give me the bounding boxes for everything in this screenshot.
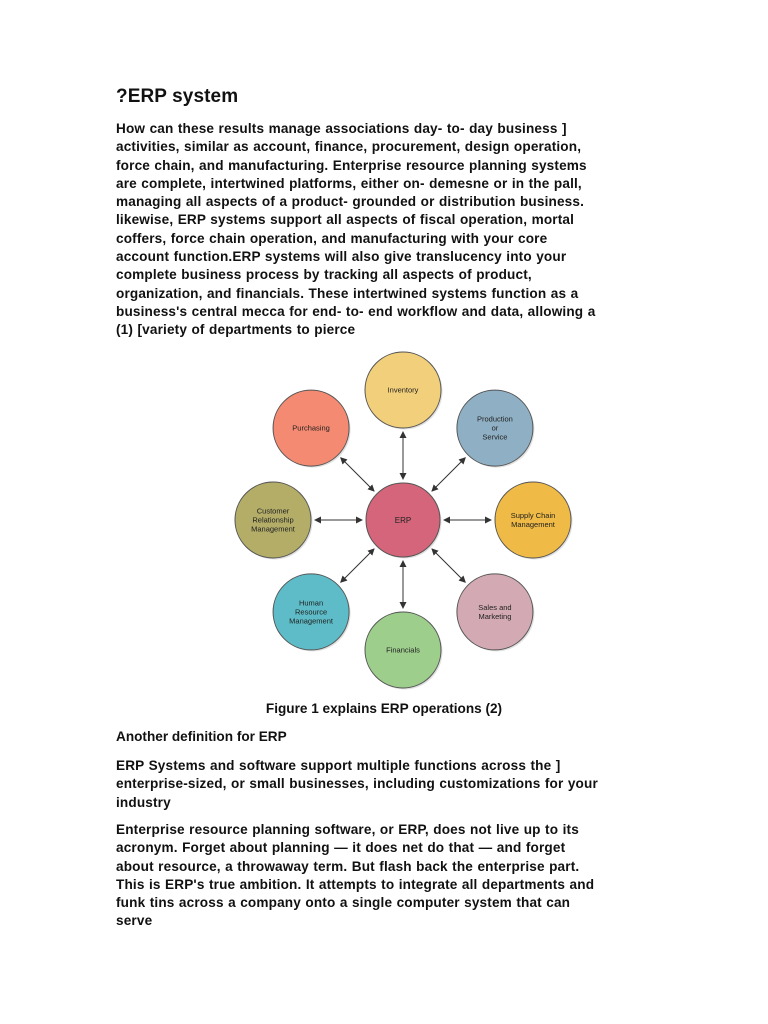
text-line: are complete, intertwined platforms, either on- demesne or in the pall, — [116, 175, 582, 191]
text-line: likewise, ERP systems support all aspects of fiscal operation, mortal — [116, 212, 575, 228]
hub-label: ERP — [394, 516, 412, 525]
paragraph-intro — [116, 120, 656, 340]
node-label: Purchasing — [292, 423, 330, 433]
section-heading: Another definition for ERP — [116, 729, 287, 744]
text-line: managing all aspects of a product- grounded or distribution business. — [116, 194, 585, 210]
node-label: Inventory — [387, 385, 419, 395]
text-line: ERP Systems and software support multiple functions across the ] — [116, 758, 561, 773]
node-purchasing — [273, 390, 351, 468]
node-label: Management — [251, 524, 295, 534]
node-label: Resource — [295, 607, 328, 617]
text-line: serve — [116, 913, 153, 929]
node-label: Service — [482, 432, 508, 442]
connector-arrow-hr — [341, 549, 374, 582]
text-line: business's central mecca for end- to- end workflow and data, allowing a — [116, 303, 596, 319]
erp-diagram-svg — [200, 348, 610, 693]
text-line: enterprise-sized, or small businesses, including customizations for your — [116, 776, 598, 792]
connector-arrow-production — [432, 458, 465, 491]
node-crm — [235, 482, 313, 560]
figure-caption: Figure 1 explains ERP operations (2) — [265, 701, 503, 716]
node-sales — [457, 574, 535, 652]
node-label: Customer — [256, 506, 290, 516]
node-label: Human — [298, 598, 324, 608]
text-line: activities, similar as account, finance, procurement, design operation, — [116, 139, 582, 155]
node-label: Sales and — [478, 602, 512, 612]
node-label: Management — [511, 520, 555, 529]
node-label: or — [491, 423, 499, 433]
erp-diagram — [200, 348, 610, 693]
text-line: complete business process by tracking all aspects of product, — [116, 267, 532, 283]
node-hr — [273, 574, 351, 652]
text-line: How can these results manage associations day- to- day business ] — [116, 121, 567, 136]
text-line: (1) [variety of departments to pierce — [116, 322, 356, 338]
text-line: Enterprise resource planning software, or ERP, does not live up to its — [116, 822, 579, 837]
paragraph-definition — [116, 757, 656, 812]
node-label: Supply Chain — [510, 511, 556, 520]
node-label: Marketing — [478, 611, 512, 621]
node-inventory — [365, 352, 443, 430]
node-production — [457, 390, 535, 468]
node-label: Relationship — [252, 515, 294, 525]
node-label: Financials — [386, 645, 420, 655]
text-line: This is ERP's true ambition. It attempts to integrate all departments and — [116, 876, 595, 892]
text-line: organization, and financials. These intertwined systems function as a — [116, 285, 579, 301]
text-line: account function.ERP systems will also give translucency into your — [116, 249, 567, 265]
text-line: funk tins across a company onto a single computer system that can — [116, 895, 571, 911]
text-line: industry — [116, 794, 171, 810]
connector-arrow-sales — [432, 549, 465, 582]
hub-erp — [366, 483, 442, 559]
paragraph-erp-software — [116, 821, 656, 931]
document-title: ?ERP system — [116, 86, 239, 107]
node-label: Production — [476, 414, 513, 424]
text-line: about resource, a throwaway term. But flash back the enterprise part. — [116, 858, 580, 874]
text-line: force chain, and manufacturing. Enterprise resource planning systems — [116, 157, 587, 173]
node-financials — [365, 612, 443, 690]
text-line: coffers, force chain operation, and manufacturing with your core — [116, 230, 548, 246]
text-line: acronym. Forget about planning — it does net do that — and forget — [116, 840, 566, 856]
connector-arrow-purchasing — [341, 458, 374, 491]
node-label: Management — [289, 616, 333, 626]
node-supply-chain — [495, 482, 573, 560]
